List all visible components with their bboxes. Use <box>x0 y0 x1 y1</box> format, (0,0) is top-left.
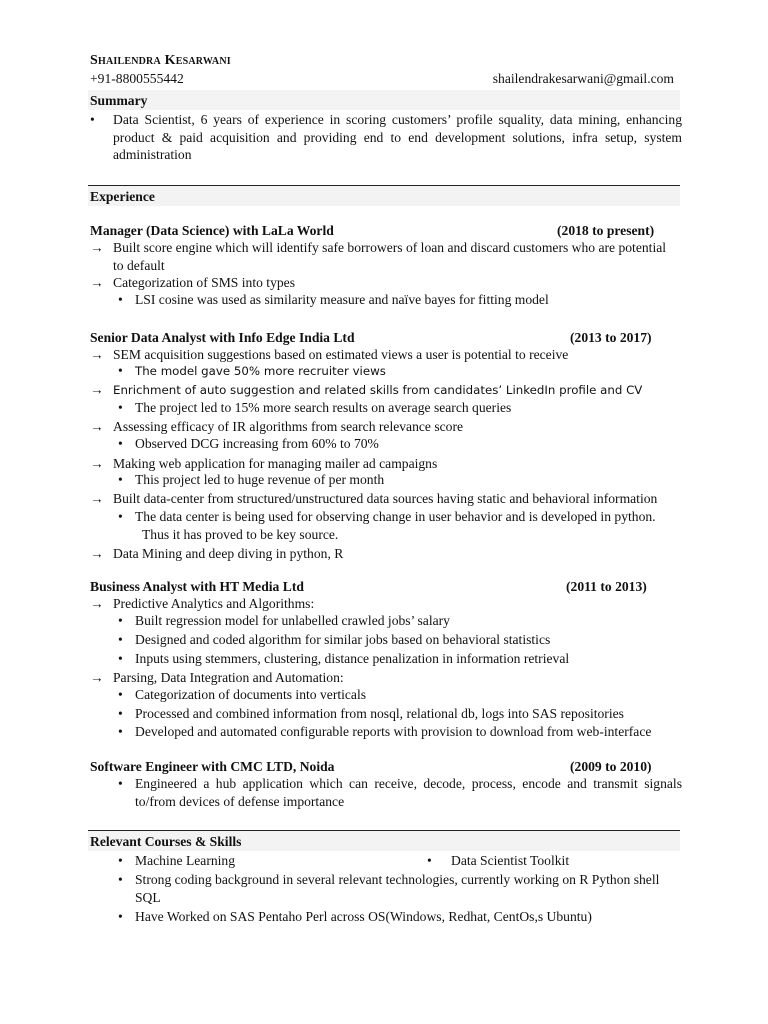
job-subitem-text: LSI cosine was used as similarity measure and naïve bayes for fitting model <box>135 292 549 307</box>
skill-text: Data Scientist Toolkit <box>451 853 570 868</box>
email-address: shailendrakesarwani@gmail.com <box>492 71 674 86</box>
summary-heading: Summary <box>90 93 148 108</box>
bullet-icon: • <box>118 363 123 378</box>
job-subitem-line: Thus it has proved to be key source. <box>142 526 339 542</box>
bullet-icon: • <box>118 706 123 721</box>
job-item-line: to default <box>113 257 165 273</box>
summary-item <box>90 111 682 165</box>
arrow-icon: → <box>90 240 104 255</box>
bullet-icon: • <box>118 853 123 868</box>
job-item-text: SEM acquisition suggestions based on estimated views a user is potential to receive <box>113 347 569 362</box>
summary-line-1: Data Scientist, 6 years of experience in scoring customers’ profile squality, data mining, enhancing <box>113 112 682 127</box>
arrow-icon: → <box>90 275 104 290</box>
job-date-lala: (2018 to present) <box>557 223 655 238</box>
summary-line-2: product & paid acquisition and providing end to end development solutions, infra setup, system <box>113 129 682 145</box>
experience-band <box>88 186 680 206</box>
job-subitem-line: The data center is being used for observing change in user behavior and is developed in python. <box>135 509 656 524</box>
arrow-icon: → <box>90 419 104 434</box>
summary-line-3: administration <box>113 147 192 162</box>
experience-heading: Experience <box>90 189 155 204</box>
job-item-text <box>113 239 682 274</box>
job-item-text: Built data-center from structured/unstructured data sources having static and behavioral information <box>113 491 658 506</box>
job-title-infoedge: Senior Data Analyst with Info Edge India Ltd <box>90 330 355 345</box>
bullet-icon: • <box>118 436 123 451</box>
bullet-icon: • <box>118 687 123 702</box>
job-subitem-line: Engineered a hub application which can receive, decode, process, encode and transmit signals <box>135 776 682 791</box>
skill-text: Machine Learning <box>135 853 236 868</box>
job-title-lala: Manager (Data Science) with LaLa World <box>90 223 334 238</box>
arrow-icon: → <box>90 596 104 611</box>
bullet-icon: • <box>427 853 432 868</box>
job-subitem-text: The model gave 50% more recruiter views <box>135 364 386 378</box>
job-subitem-text: Inputs using stemmers, clustering, distance penalization in information retrieval <box>135 651 570 666</box>
bullet-icon: • <box>118 872 123 887</box>
job-subitem-text: This project led to huge revenue of per month <box>135 472 385 487</box>
job-item-text: Parsing, Data Integration and Automation: <box>113 670 344 685</box>
bullet-icon: • <box>118 292 123 307</box>
bullet-icon: • <box>118 632 123 647</box>
bullet-icon: • <box>118 472 123 487</box>
arrow-icon: → <box>90 491 104 506</box>
job-date-htmedia: (2011 to 2013) <box>566 579 647 594</box>
arrow-icon: → <box>90 670 104 685</box>
job-date-infoedge: (2013 to 2017) <box>570 330 652 345</box>
summary-band <box>88 90 680 110</box>
job-title-htmedia: Business Analyst with HT Media Ltd <box>90 579 304 594</box>
bullet-icon: • <box>118 776 123 791</box>
arrow-icon: → <box>90 546 104 561</box>
job-item-text: Predictive Analytics and Algorithms: <box>113 596 315 611</box>
arrow-icon: → <box>90 456 104 471</box>
job-subitem-text: Processed and combined information from nosql, relational db, logs into SAS repositories <box>135 706 624 721</box>
bullet-icon: • <box>118 909 123 924</box>
job-title-cmc: Software Engineer with CMC LTD, Noida <box>90 759 335 774</box>
job-subitem-text: Developed and automated configurable reports with provision to download from web-interface <box>135 724 652 739</box>
skill-line: Strong coding background in several relevant technologies, currently working on R Python shell <box>135 872 660 887</box>
job-item-text: Assessing efficacy of IR algorithms from search relevance score <box>113 419 464 434</box>
job-subitem-text: Observed DCG increasing from 60% to 70% <box>135 436 379 451</box>
job-item-text: Making web application for managing mailer ad campaigns <box>113 456 438 471</box>
job-subitem-text: The project led to 15% more search results on average search queries <box>135 400 512 415</box>
bullet-icon: • <box>118 651 123 666</box>
job-item-text: Data Mining and deep diving in python, R <box>113 546 344 561</box>
skill-text: Have Worked on SAS Pentaho Perl across OS(Windows, Redhat, CentOs,s Ubuntu) <box>135 909 592 924</box>
job-subitem-text: Designed and coded algorithm for similar jobs based on behavioral statistics <box>135 632 551 647</box>
job-item-text: Categorization of SMS into types <box>113 275 295 290</box>
job-subitem-line: to/from devices of defense importance <box>135 793 345 809</box>
job-item <box>90 239 682 275</box>
job-item-text: Enrichment of auto suggestion and related skills from candidates’ LinkedIn profile and CV <box>113 383 643 397</box>
arrow-icon: → <box>90 382 104 397</box>
arrow-icon: → <box>90 347 104 362</box>
job-subitem-text: Built regression model for unlabelled crawled jobs’ salary <box>135 613 450 628</box>
skill-text <box>135 871 682 906</box>
bullet-icon: • <box>90 112 95 127</box>
job-subitem <box>90 508 682 544</box>
job-item-line: Built score engine which will identify safe borrowers of loan and discard customers who are potential <box>113 240 667 255</box>
skill-item <box>90 871 682 907</box>
bullet-icon: • <box>118 613 123 628</box>
candidate-name: Shailendra Kesarwani <box>90 53 231 68</box>
job-subitem <box>90 775 682 811</box>
skills-heading: Relevant Courses & Skills <box>90 834 242 849</box>
skill-line: SQL <box>135 889 161 905</box>
bullet-icon: • <box>118 724 123 739</box>
job-subitem-text <box>135 775 682 810</box>
job-subitem-text: Categorization of documents into verticals <box>135 687 367 702</box>
summary-text <box>113 111 682 164</box>
job-date-cmc: (2009 to 2010) <box>570 759 652 774</box>
phone-number: +91-8800555442 <box>90 71 184 86</box>
job-subitem-text <box>135 508 682 543</box>
bullet-icon: • <box>118 509 123 524</box>
bullet-icon: • <box>118 400 123 415</box>
